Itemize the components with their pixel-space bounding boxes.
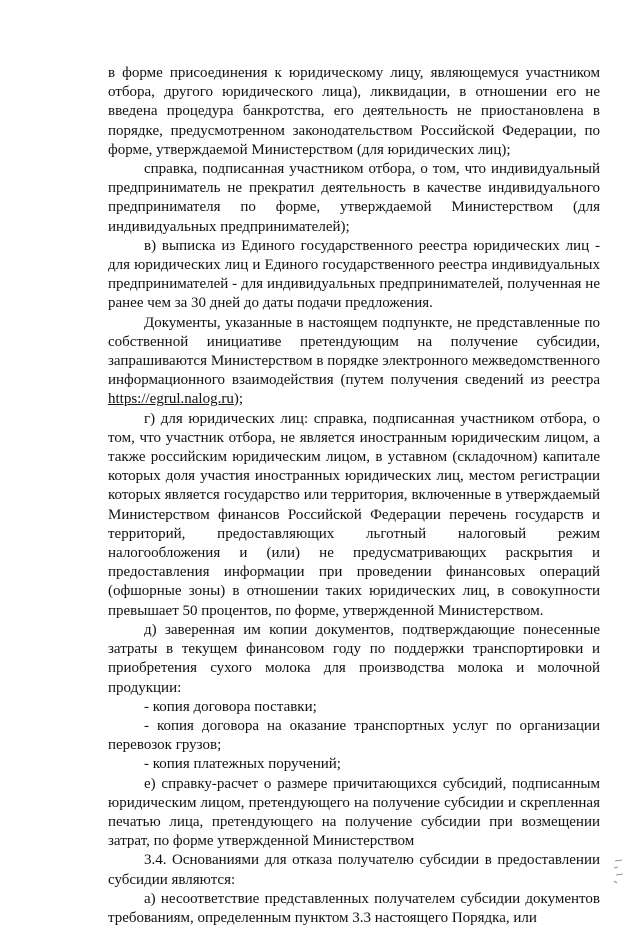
paragraph-legal-entity-status: в форме присоединения к юридическому лицу, являющемуся участником отбора, другого юридического лица), ликвидации, в отношении его не введена процедура банкротства, его деятельность не приостановлена в порядке, предусмотренном законодательством Российской Федерации, по форме, утверждаемой Министерством (для юридических лиц);: [108, 65, 600, 158]
paragraph-interagency-request: [108, 314, 600, 410]
paragraph-refusal-item-a: а) несоответствие представленных получателем субсидии документов требованиям, определенным пунктом 3.3 настоящего Порядка, или: [108, 890, 600, 926]
document-page: [108, 64, 600, 928]
paragraph-expense-documents: д) заверенная им копии документов, подтверждающие понесенные затраты в текущем финансовом году по поддержки транспортировки и приобретения сухого молока для производства молока и молочной продукции:: [108, 621, 600, 696]
scan-artifact-mark: [612, 859, 626, 885]
list-item-payment-orders: - копия платежных поручений;: [144, 756, 341, 773]
paragraph-subsidy-calculation: е) справку-расчет о размере причитающихся субсидий, подписанным юридическим лицом, претендующего на получение субсидии и скрепленная печатью лица, претендующего на получение субсидии при возмещении затрат, по форме утвержденной Министерством: [108, 775, 600, 850]
list-item-transport-contract: - копия договора на оказание транспортных услуг по организации перевозок грузов;: [108, 717, 600, 754]
list-item-supply-contract: - копия договора поставки;: [144, 698, 317, 715]
paragraph-entrepreneur-certificate: справка, подписанная участником отбора, о том, что индивидуальный предприниматель не прекратил деятельность в качестве индивидуального предпринимателя по форме, утверждаемой Министерством (для индивидуальных предпринимателей);: [108, 161, 600, 235]
paragraph-foreign-entity-certificate: г) для юридических лиц: справка, подписанная участником отбора, о том, что участник отбора, не является иностранным юридическим лицом, а также российским юридическим лицом, в уставном (складочном) капитале которых доля участия иностранных юридических лиц, местом регистрации которых является государство или территория, включенные в утверждаемый Министерством финансов Российской Федерации перечень государств и территорий, предоставляющих льготный налоговый режим налогообложения и (или) не предусматривающих раскрытия и предоставления информации при проведении финансовых операций (офшорные зоны) в отношении таких юридических лиц, в совокупности превышает 50 процентов, по форме, утвержденной Министерством.: [108, 410, 600, 619]
paragraph-text-before-link: Документы, указанные в настоящем подпункте, не представленные по собственной инициативе претендующим на получение субсидии, запрашиваются Министерством в порядке электронного межведомственного информационного взаимодействия (путем получения сведений из реестра: [108, 314, 600, 389]
paragraph-refusal-grounds: 3.4. Основаниями для отказа получателю субсидии в предоставлении субсидии являются:: [108, 852, 600, 888]
registry-link[interactable]: https://egrul.nalog.ru: [108, 391, 234, 408]
paragraph-text-after-link: );: [233, 391, 243, 408]
paragraph-registry-extract: в) выписка из Единого государственного реестра юридических лиц - для юридических лиц и Единого государственного реестра индивидуальных предпринимателей - для индивидуальных предпринимателей, полученная не ранее чем за 30 дней до даты подачи предложения.: [108, 237, 600, 312]
